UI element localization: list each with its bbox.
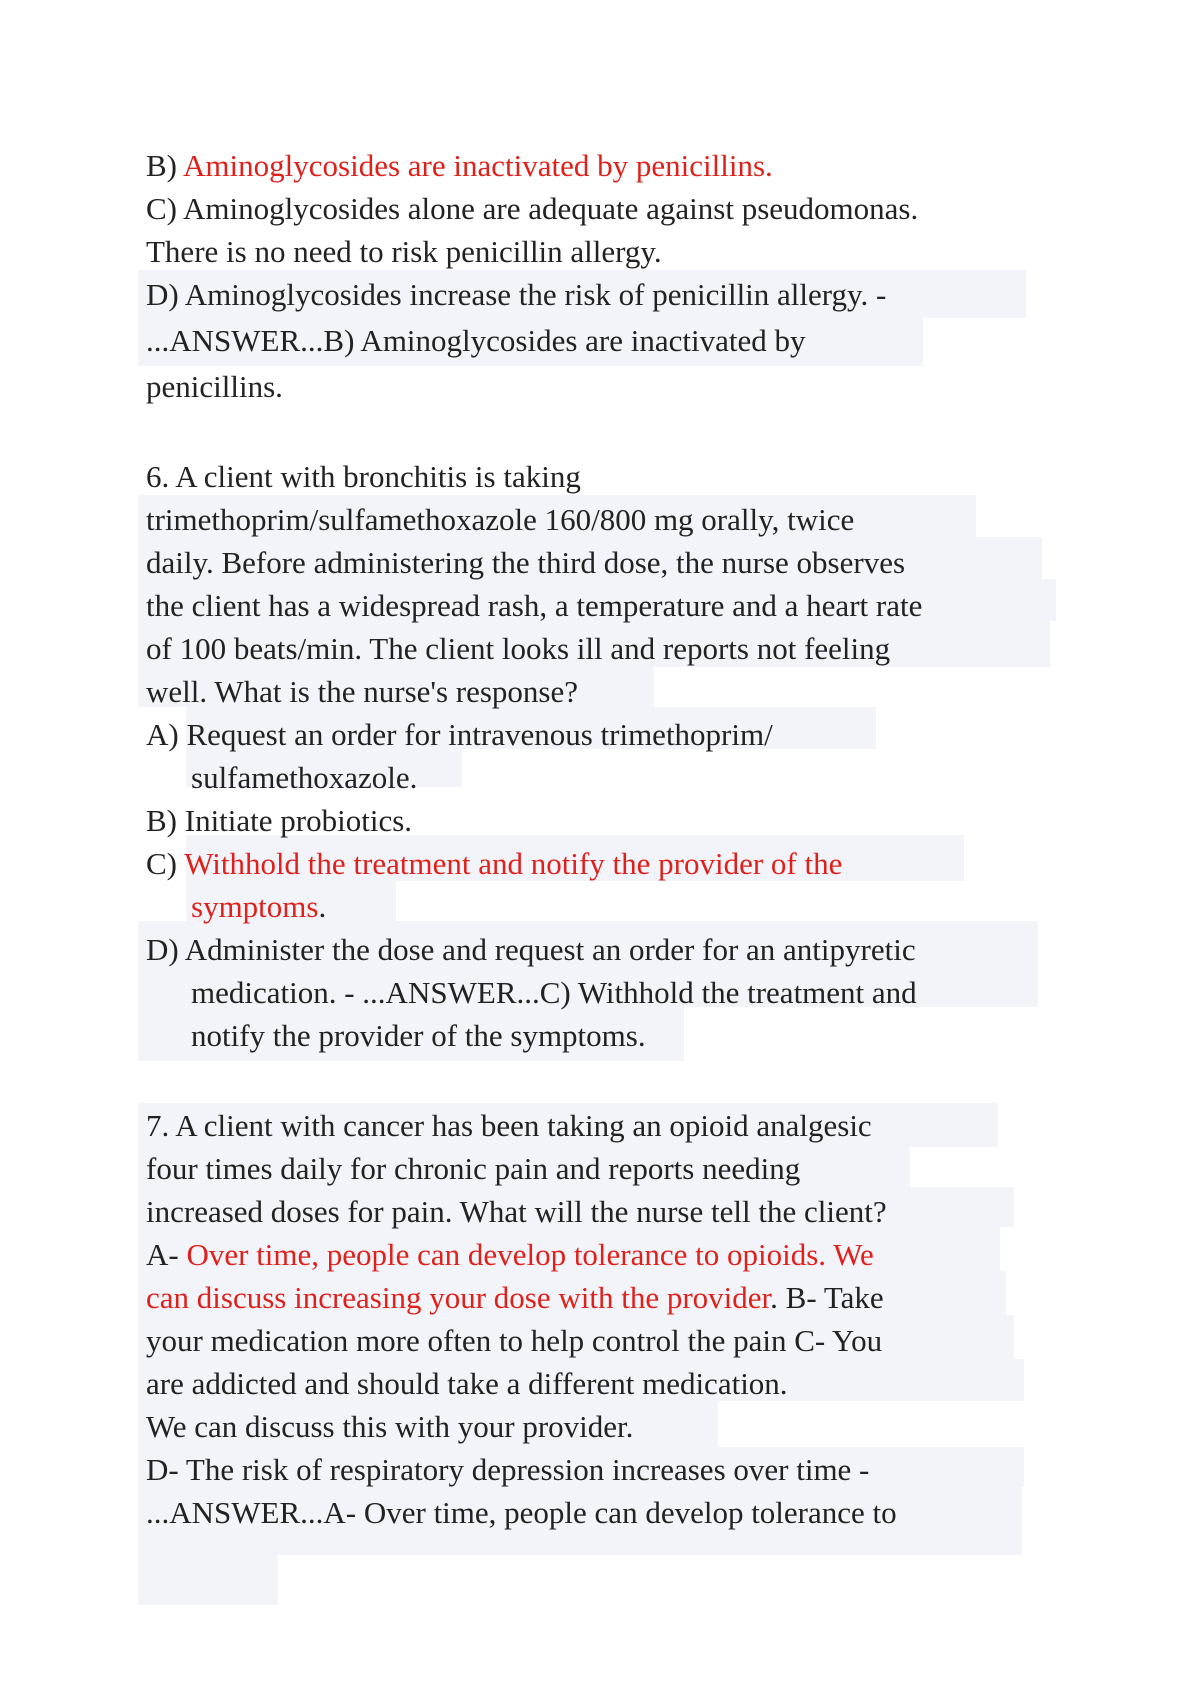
q7-answer-line1: ...ANSWER...A- Over time, people can develop tolerance to	[146, 1495, 897, 1530]
q6-stem-line: 6. A client with bronchitis is taking	[146, 459, 581, 494]
q5-option-c-line2: There is no need to risk penicillin allergy.	[146, 234, 662, 269]
q6-answer-line2: notify the provider of the symptoms.	[191, 1018, 646, 1053]
q6-option-a-line2: sulfamethoxazole.	[191, 760, 418, 795]
q7-option-c-text-cont: We can discuss this with your provider.	[146, 1409, 634, 1444]
q7-option-a-line1: A- Over time, people can develop tolerance to opioids. We	[146, 1237, 874, 1272]
q6-stem-line: the client has a widespread rash, a temperature and a heart rate	[146, 588, 923, 623]
q5-option-b: B) Aminoglycosides are inactivated by penicillins.	[146, 148, 773, 183]
q5-option-d: D) Aminoglycosides increase the risk of penicillin allergy. -	[146, 277, 887, 312]
q6-option-a-line1: A) Request an order for intravenous trimethoprim/	[146, 717, 773, 752]
q6-option-d-line1: D) Administer the dose and request an order for an antipyretic	[146, 932, 916, 967]
q6-stem-line: well. What is the nurse's response?	[146, 674, 579, 709]
q5-option-b-correct-text: Aminoglycosides are inactivated by penicillins.	[183, 148, 773, 183]
q6-stem-line: daily. Before administering the third dose, the nurse observes	[146, 545, 906, 580]
q5-option-c-line1: C) Aminoglycosides alone are adequate against pseudomonas.	[146, 191, 919, 226]
q6-option-b: B) Initiate probiotics.	[146, 803, 413, 838]
q6-option-c-line1: C) Withhold the treatment and notify the provider of the	[146, 846, 843, 881]
q6-stem-line: of 100 beats/min. The client looks ill and reports not feeling	[146, 631, 891, 666]
q7-option-c-text: are addicted and should take a different medication.	[146, 1366, 788, 1401]
q7-stem-line: increased doses for pain. What will the nurse tell the client?	[146, 1194, 887, 1229]
q5-answer-line2: penicillins.	[146, 369, 283, 404]
q7-option-a-line2: can discuss increasing your dose with the provider. B- Take	[146, 1280, 884, 1315]
q7-option-d: D- The risk of respiratory depression increases over time -	[146, 1452, 870, 1487]
q7-option-b-text: your medication more often to help control the pain C- You	[146, 1323, 883, 1358]
q7-stem-line: 7. A client with cancer has been taking an opioid analgesic	[146, 1108, 872, 1143]
q6-stem-line: trimethoprim/sulfamethoxazole 160/800 mg orally, twice	[146, 502, 855, 537]
q7-stem-line: four times daily for chronic pain and reports needing	[146, 1151, 801, 1186]
q5-answer-line1: ...ANSWER...B) Aminoglycosides are inactivated by	[146, 323, 806, 358]
highlight-band	[138, 1555, 278, 1605]
q7-option-a-correct-text: Over time, people can develop tolerance to opioids. We	[186, 1237, 874, 1272]
q6-option-c-line2: symptoms.	[191, 889, 327, 924]
q6-option-c-correct-text: Withhold the treatment and notify the provider of the	[184, 846, 843, 881]
q6-answer-line1: medication. - ...ANSWER...C) Withhold the treatment and	[191, 975, 917, 1010]
